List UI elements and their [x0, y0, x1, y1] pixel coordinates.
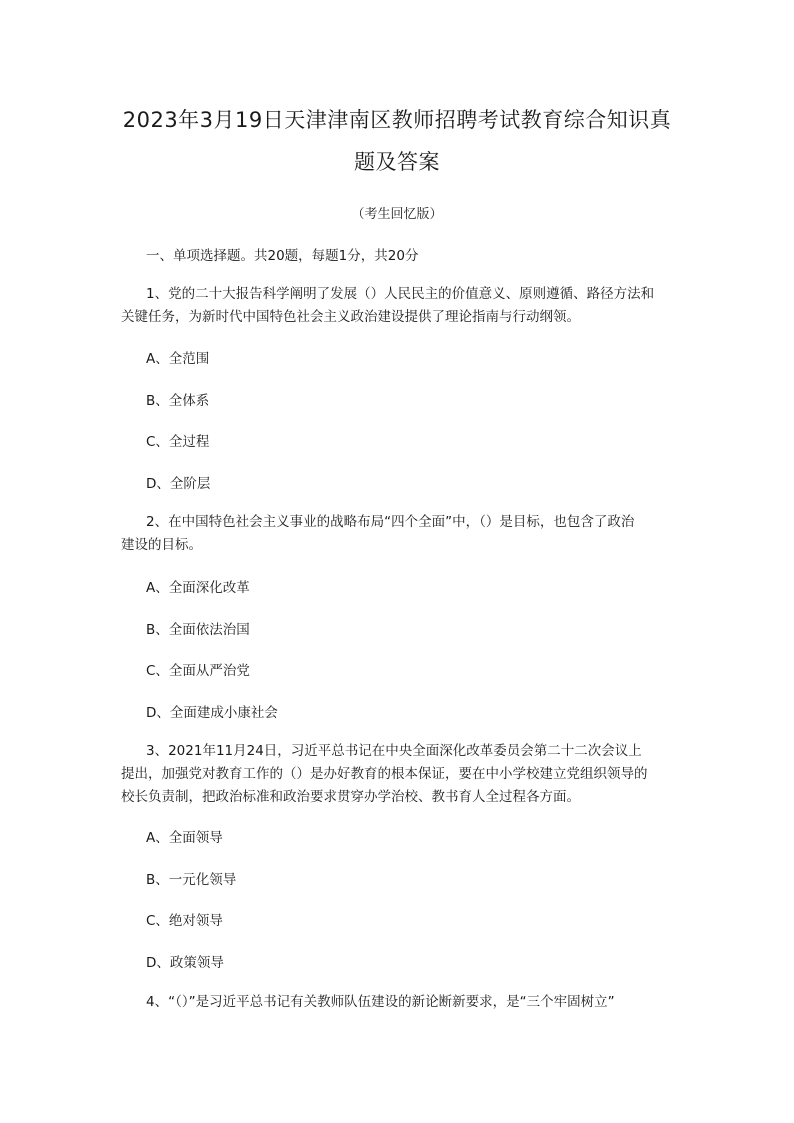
document-title-line-2: 题及答案 — [354, 150, 440, 174]
question-2-line-2: 建设的目标。 — [121, 537, 202, 553]
question-3-stem — [121, 740, 675, 809]
question-4-stem — [121, 991, 675, 1014]
question-4-line-1: 4、“（）”是习近平总书记有关教师队伍建设的新论断新要求，是“三个牢固树立” — [146, 994, 615, 1010]
question-3-option-b: B、一元化领导 — [146, 872, 237, 888]
document-subtitle: （考生回忆版） — [351, 207, 443, 222]
question-2-option-d: D、全面建成小康社会 — [146, 705, 278, 721]
question-3-line-3: 校长负责制，把政治标准和政治要求贯穿办学治校、教书育人全过程各方面。 — [121, 789, 580, 805]
document-title-line-1: 2023年3月19日天津津南区教师招聘考试教育综合知识真 — [122, 108, 672, 132]
question-3-line-2: 提出，加强党对教育工作的（）是办好教育的根本保证，要在中小学校建立党组织领导的 — [121, 766, 648, 782]
question-1-line-2: 关键任务，为新时代中国特色社会主义政治建设提供了理论指南与行动纲领。 — [121, 309, 580, 325]
question-2-stem — [121, 511, 675, 557]
question-1-option-c: C、全过程 — [146, 434, 210, 450]
section-heading: 一、单项选择题。共20题，每题1分，共20分 — [146, 248, 419, 264]
question-1-line-1: 1、党的二十大报告科学阐明了发展（）人民民主的价值意义、原则遵循、路径方法和 — [146, 286, 655, 302]
question-1-option-b: B、全体系 — [146, 393, 210, 409]
question-2-option-c: C、全面从严治党 — [146, 663, 250, 679]
question-3-option-a: A、全面领导 — [146, 830, 223, 846]
question-2-option-b: B、全面依法治国 — [146, 622, 250, 638]
question-1-stem — [121, 283, 675, 329]
question-1-option-d: D、全阶层 — [146, 476, 211, 492]
question-3-line-1: 3、2021年11月24日，习近平总书记在中央全面深化改革委员会第二十二次会议上 — [146, 743, 642, 759]
question-2-line-1: 2、在中国特色社会主义事业的战略布局“四个全面”中，（）是目标，也包含了政治 — [146, 514, 635, 530]
question-2-option-a: A、全面深化改革 — [146, 580, 250, 596]
question-3-option-c: C、绝对领导 — [146, 913, 223, 929]
question-3-option-d: D、政策领导 — [146, 955, 224, 971]
question-1-option-a: A、全范围 — [146, 351, 210, 367]
